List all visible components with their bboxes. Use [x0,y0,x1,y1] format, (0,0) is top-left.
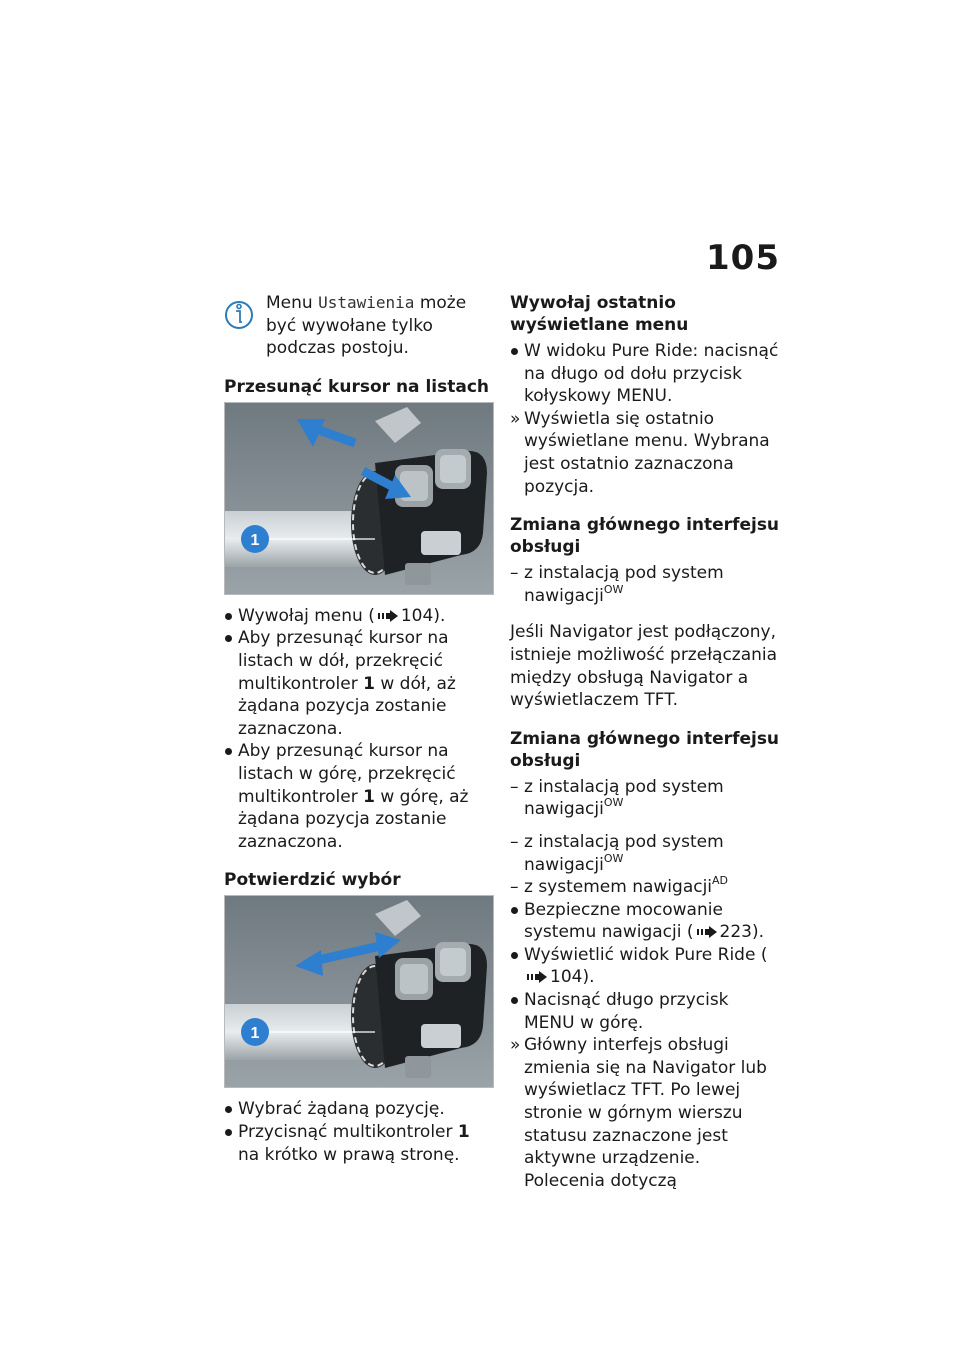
page-ref[interactable]: 104 [550,967,583,988]
paragraph-navigator: Jeśli Navigator jest podłączony, istnieje możliwość przełączania między obsługą Navigator a wyświetlaczem TFT. [510,622,778,711]
section-title-interface-1: Zmiana głównego interfejsu obsługi [510,515,780,558]
list-item: Aby przesunąć kursor na listach w górę, przekręcić multikontroler 1 w górę, aż żądana pozycja zostanie zaznaczona. [224,740,494,853]
steps-confirm [224,1098,494,1166]
list-item: Wybrać żądaną pozycję. [224,1098,494,1121]
list-item: – z instalacją pod system nawigacji$^{OW}$ [510,563,724,606]
list-item: Wyświetlić widok Pure Ride (104). [510,944,780,989]
info-icon [224,294,260,334]
list-item: – z systemem nawigacji$^{AD}$ [510,874,729,898]
page-number: 105 [706,238,780,278]
right-column [510,292,780,1192]
list-item: Wywołaj menu ( 104). [224,605,494,628]
figure-handlebar-press [224,895,494,1088]
info-note [224,292,494,360]
figure-handlebar-scroll [224,402,494,595]
section-title-last-menu: Wywołaj ostatnio wyświetlane menu [510,293,689,335]
list-item: Bezpieczne mocowanie systemu nawigacji ( 223). [510,899,780,944]
steps-cursor [224,605,494,854]
list-item: Nacisnąć długo przycisk MENU w górę. [510,989,780,1034]
section-title-cursor: Przesunąć kursor na listach [224,376,489,397]
steps-interface-2 [510,776,780,1193]
page-ref-arrow-icon [697,926,717,938]
list-item: Przycisnąć multikontroler 1 na krótko w prawą stronę. [224,1121,494,1166]
list-item: Aby przesunąć kursor na listach w dół, przekręcić multikontroler 1 w dół, aż żądana pozycja zostanie zaznaczona. [224,627,494,740]
page-ref[interactable]: 104 [400,605,434,626]
figure-callout: 1 [250,531,260,549]
conditions-interface-1 [510,562,780,607]
figure-callout: 1 [250,1025,260,1043]
menu-code: Ustawienia [318,293,415,312]
page-ref[interactable]: 223 [719,922,752,943]
page-ref-arrow-icon [527,971,547,983]
list-item: – z instalacją pod system nawigacji$^{OW}$ [510,831,724,875]
list-item: – z instalacją pod system nawigacji$^{OW}$ [510,776,724,820]
list-item: » Wyświetla się ostatnio wyświetlane menu. Wybrana jest ostatnio zaznaczona pozycja. [510,408,770,497]
steps-last-menu [510,340,780,498]
list-item: » Główny interfejs obsługi zmienia się na Navigator lub wyświetlacz TFT. Po lewej stronie w górnym wierszu statusu zaznaczone jest aktywne urządzenie. Polecenia dotyczą [510,1035,767,1191]
section-title-interface-2: Zmiana głównego interfejsu obsługi [510,728,780,771]
page-ref-arrow-icon [378,610,398,622]
left-column [224,292,494,1166]
section-title-confirm: Potwierdzić wybór [224,870,401,891]
list-item: W widoku Pure Ride: nacisnąć na długo od dołu przycisk kołyskowy MENU. [510,340,780,408]
note-text: Menu Ustawienia może być wywołane tylko podczas postoju. [266,293,467,359]
